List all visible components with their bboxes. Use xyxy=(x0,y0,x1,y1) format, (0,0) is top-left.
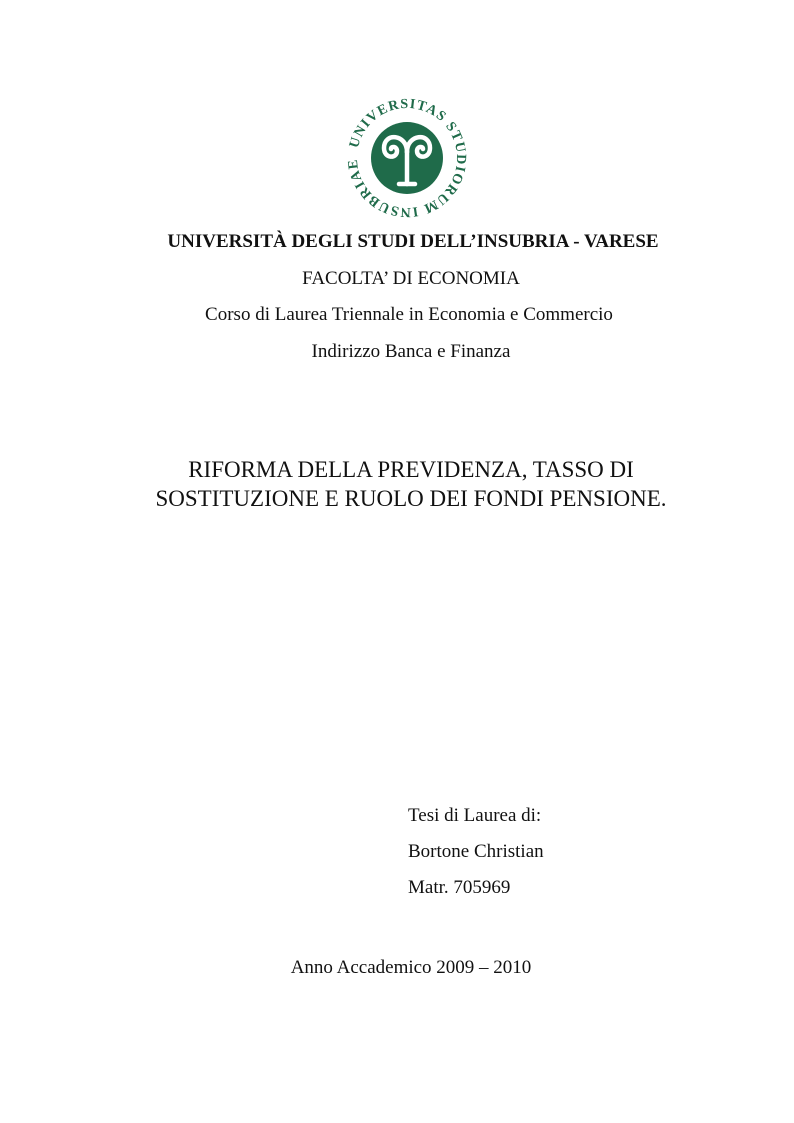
thesis-title xyxy=(14,455,794,513)
degree-course: Corso di Laurea Triennale in Economia e Commercio xyxy=(205,304,613,325)
faculty-name: FACOLTA’ DI ECONOMIA xyxy=(302,268,520,289)
seal-motto-text: UNIVERSITAS STUDIORUM INSUBRIAE xyxy=(345,96,469,220)
author-name: Bortone Christian xyxy=(408,841,544,862)
course-track: Indirizzo Banca e Finanza xyxy=(311,341,511,362)
author-block xyxy=(408,805,544,913)
thesis-title-line-2: SOSTITUZIONE E RUOLO DEI FONDI PENSIONE. xyxy=(155,486,667,511)
academic-year: Anno Accademico 2009 – 2010 xyxy=(290,957,532,978)
thesis-title-line-1: RIFORMA DELLA PREVIDENZA, TASSO DI xyxy=(188,457,634,482)
author-label: Tesi di Laurea di: xyxy=(408,805,542,826)
university-name: UNIVERSITÀ DEGLI STUDI DELL’INSUBRIA - VARESE xyxy=(167,231,659,252)
student-id: Matr. 705969 xyxy=(408,877,511,898)
university-seal-logo xyxy=(344,96,470,220)
